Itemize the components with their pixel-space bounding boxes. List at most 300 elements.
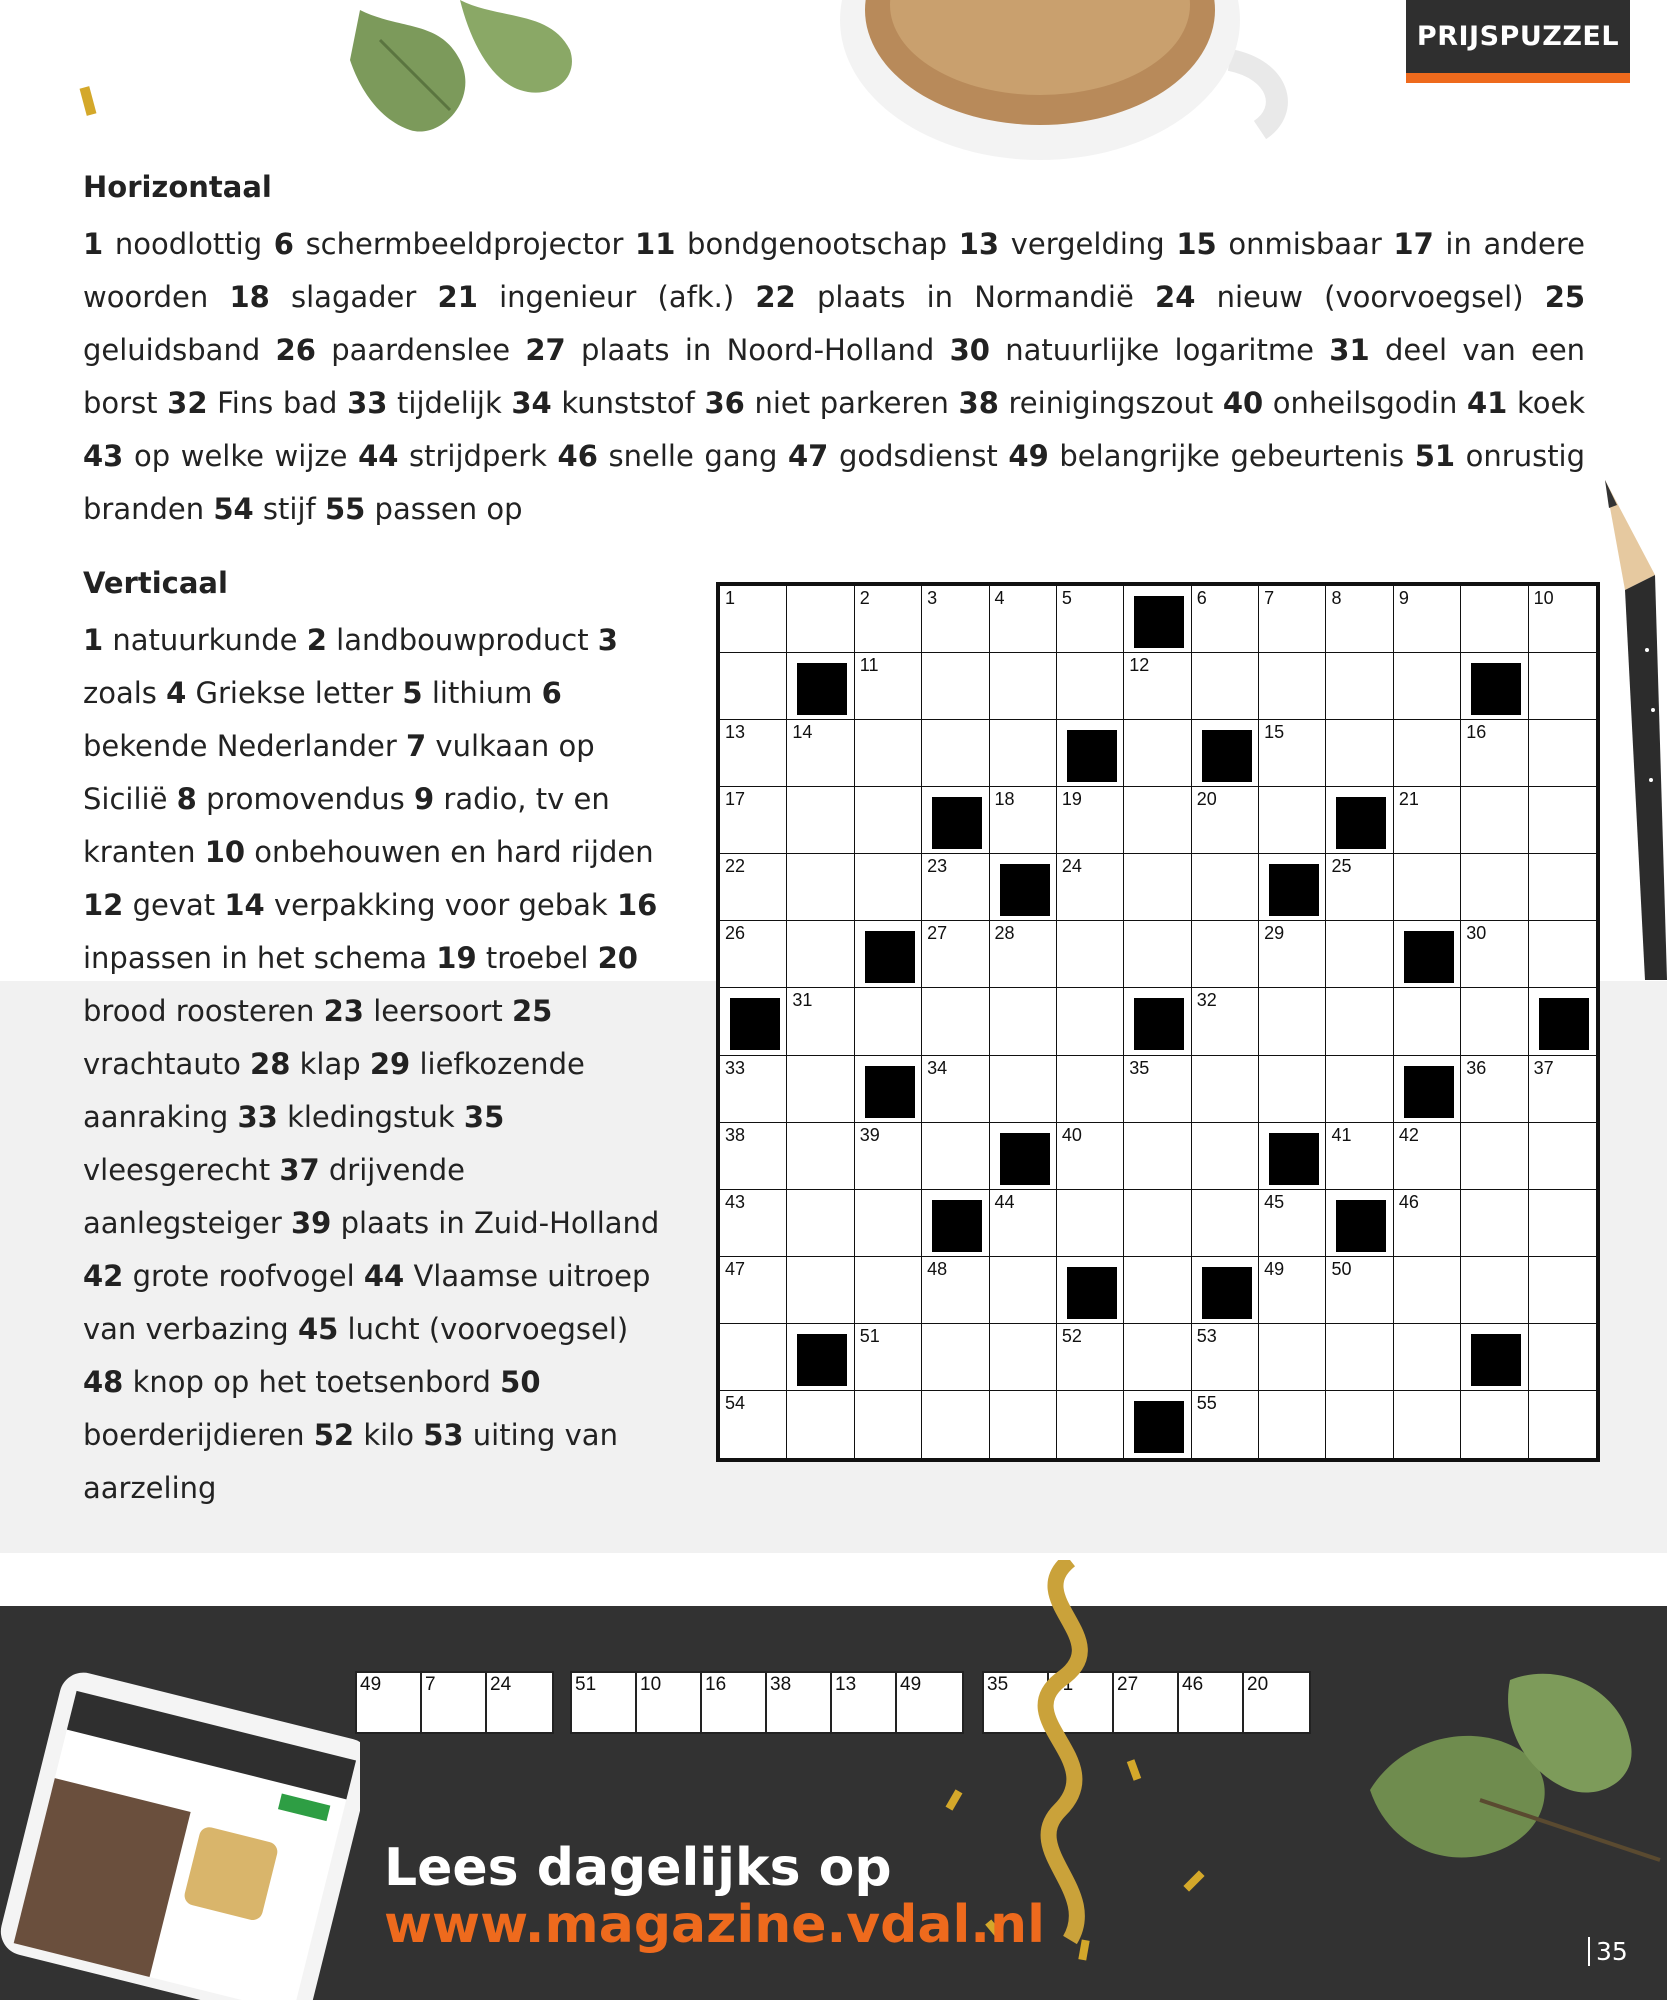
grid-cell[interactable] <box>1529 1257 1596 1324</box>
cell-number: 4 <box>994 588 1005 608</box>
clue-text: stijf <box>262 492 316 526</box>
black-square <box>1000 1133 1050 1185</box>
grid-cell[interactable] <box>1394 653 1461 720</box>
solution-box[interactable] <box>487 1673 552 1732</box>
cell-number: 24 <box>1061 856 1082 877</box>
solution-box-number: 49 <box>900 1674 922 1695</box>
clue-text: lucht (voorvoegsel) <box>347 1312 629 1346</box>
solution-box-number: 31 <box>1052 1674 1074 1695</box>
grid-cell[interactable] <box>1326 720 1393 787</box>
grid-cell[interactable] <box>1529 1190 1596 1257</box>
grid-cell[interactable] <box>990 1056 1057 1123</box>
solution-box[interactable] <box>702 1673 767 1732</box>
grid-cell[interactable] <box>1192 988 1259 1055</box>
grid-cell[interactable] <box>1326 586 1393 653</box>
grid-cell[interactable] <box>1124 1190 1191 1257</box>
grid-cell[interactable] <box>1057 586 1124 653</box>
cell-number: 33 <box>725 1057 746 1078</box>
clue-text: onbehouwen en hard rijden <box>254 835 654 869</box>
confetti-icon <box>930 1750 1230 2000</box>
grid-cell[interactable] <box>1529 921 1596 988</box>
clue-text: boerderijdieren <box>83 1418 305 1452</box>
grid-cell[interactable] <box>1124 720 1191 787</box>
clue-number: 52 <box>313 1418 355 1452</box>
grid-cell[interactable] <box>787 854 854 921</box>
clue-text: lithium <box>431 676 533 710</box>
grid-cell[interactable] <box>787 787 854 854</box>
grid-cell[interactable] <box>1259 1324 1326 1391</box>
clue-number: 33 <box>237 1100 278 1134</box>
grid-cell[interactable] <box>1461 787 1528 854</box>
grid-cell[interactable] <box>720 720 787 787</box>
black-cell <box>1529 988 1596 1055</box>
grid-cell[interactable] <box>1124 1257 1191 1324</box>
black-square <box>1067 730 1117 782</box>
solution-box-number: 16 <box>705 1674 727 1695</box>
black-cell <box>1124 988 1191 1055</box>
grid-cell[interactable] <box>1259 586 1326 653</box>
solution-box[interactable] <box>832 1673 897 1732</box>
grid-cell[interactable] <box>1529 854 1596 921</box>
clue-text: troebel <box>485 941 589 975</box>
cell-number: 38 <box>725 1124 746 1145</box>
grid-cell[interactable] <box>1394 988 1461 1055</box>
grid-cell[interactable] <box>1326 1123 1393 1190</box>
grid-cell[interactable] <box>1461 1257 1528 1324</box>
solution-box-number: 46 <box>1182 1674 1204 1695</box>
cell-number: 37 <box>1533 1057 1554 1078</box>
grid-cell[interactable] <box>1259 921 1326 988</box>
grid-cell[interactable] <box>922 720 989 787</box>
clue-number: 6 <box>273 227 294 261</box>
clue-text: paardenslee <box>331 333 511 367</box>
grid-cell[interactable] <box>1394 1123 1461 1190</box>
grid-cell[interactable] <box>922 1391 989 1458</box>
clue-text: natuurkunde <box>112 623 298 657</box>
clue-number: 21 <box>437 280 478 314</box>
black-cell <box>1326 1190 1393 1257</box>
grid-cell[interactable] <box>720 586 787 653</box>
pencil-image <box>1595 480 1667 980</box>
grid-cell[interactable] <box>922 854 989 921</box>
grid-cell[interactable] <box>1192 921 1259 988</box>
coffee-cup-image <box>840 0 1320 170</box>
grid-cell[interactable] <box>1529 720 1596 787</box>
grid-cell[interactable] <box>1057 1391 1124 1458</box>
solution-box-number: 49 <box>360 1674 382 1695</box>
black-cell <box>855 921 922 988</box>
grid-cell[interactable] <box>787 1190 854 1257</box>
black-cell <box>1259 854 1326 921</box>
solution-box[interactable] <box>897 1673 962 1732</box>
clue-number: 5 <box>402 676 423 710</box>
grid-cell[interactable] <box>720 1391 787 1458</box>
cell-number: 2 <box>859 588 870 608</box>
grid-cell[interactable] <box>720 1190 787 1257</box>
cell-number: 27 <box>927 923 948 944</box>
grid-cell[interactable] <box>1259 1056 1326 1123</box>
grid-cell[interactable] <box>1394 1391 1461 1458</box>
clue-number: 29 <box>369 1047 411 1081</box>
cell-number: 15 <box>1264 722 1285 743</box>
clue-text: vleesgerecht <box>83 1153 271 1187</box>
grid-cell[interactable] <box>1461 1123 1528 1190</box>
grid-cell[interactable] <box>1326 653 1393 720</box>
cell-number: 53 <box>1196 1325 1217 1346</box>
grid-cell[interactable] <box>787 586 854 653</box>
grid-cell[interactable] <box>855 720 922 787</box>
clue-text: Vlaamse uitroep van verbazing <box>83 1259 651 1346</box>
grid-cell[interactable] <box>1326 988 1393 1055</box>
grid-cell[interactable] <box>1259 653 1326 720</box>
solution-box[interactable] <box>422 1673 487 1732</box>
grid-cell[interactable] <box>1124 1324 1191 1391</box>
grid-cell[interactable] <box>922 1056 989 1123</box>
grid-cell[interactable] <box>1192 1056 1259 1123</box>
cell-number: 29 <box>1264 923 1285 944</box>
clue-text: vulkaan op Sicilië <box>83 729 595 816</box>
grid-cell[interactable] <box>1124 1056 1191 1123</box>
grid-cell[interactable] <box>1192 1123 1259 1190</box>
grid-cell[interactable] <box>855 1257 922 1324</box>
black-cell <box>1394 921 1461 988</box>
black-square <box>932 1200 982 1252</box>
grid-cell[interactable] <box>1529 653 1596 720</box>
clue-number: 15 <box>1176 227 1217 261</box>
black-cell <box>1057 720 1124 787</box>
clue-text: strijdperk <box>409 439 547 473</box>
grid-cell[interactable] <box>1394 854 1461 921</box>
cell-number: 46 <box>1398 1191 1419 1212</box>
grid-cell[interactable] <box>720 1324 787 1391</box>
grid-cell[interactable] <box>1394 1190 1461 1257</box>
clue-text: inpassen in het schema <box>83 941 428 975</box>
grid-cell[interactable] <box>990 1324 1057 1391</box>
grid-cell[interactable] <box>1529 586 1596 653</box>
grid-cell[interactable] <box>1461 1391 1528 1458</box>
grid-cell[interactable] <box>1057 1123 1124 1190</box>
grid-cell[interactable] <box>787 1056 854 1123</box>
clue-text: geluidsband <box>83 333 261 367</box>
black-cell <box>720 988 787 1055</box>
grid-cell[interactable] <box>1192 787 1259 854</box>
grid-cell[interactable] <box>855 653 922 720</box>
cell-number: 14 <box>792 722 813 743</box>
clue-number: 1 <box>83 623 104 657</box>
verticaal-clues <box>83 614 668 1515</box>
grid-cell[interactable] <box>922 1123 989 1190</box>
grid-cell[interactable] <box>990 988 1057 1055</box>
grid-cell[interactable] <box>1461 921 1528 988</box>
cell-number: 1 <box>725 588 736 608</box>
grid-cell[interactable] <box>1259 720 1326 787</box>
grid-cell[interactable] <box>1124 1123 1191 1190</box>
grid-cell[interactable] <box>1326 1391 1393 1458</box>
grid-cell[interactable] <box>1057 1324 1124 1391</box>
grid-cell[interactable] <box>787 1257 854 1324</box>
black-cell <box>922 787 989 854</box>
clue-number: 23 <box>323 994 364 1028</box>
grid-cell[interactable] <box>990 586 1057 653</box>
grid-cell[interactable] <box>990 653 1057 720</box>
clue-text: ingenieur (afk.) <box>499 280 735 314</box>
grid-cell[interactable] <box>990 720 1057 787</box>
clue-number: 27 <box>525 333 566 367</box>
clue-text: bekende Nederlander <box>83 729 397 763</box>
black-cell <box>855 1056 922 1123</box>
clue-number: 19 <box>436 941 477 975</box>
clue-number: 24 <box>1155 280 1196 314</box>
grid-cell[interactable] <box>1124 921 1191 988</box>
grid-cell[interactable] <box>720 1257 787 1324</box>
grid-cell[interactable] <box>922 1257 989 1324</box>
oak-leaves-top-image <box>320 0 620 150</box>
grid-cell[interactable] <box>787 988 854 1055</box>
cell-number: 11 <box>859 655 879 676</box>
grid-cell[interactable] <box>1461 1056 1528 1123</box>
grid-cell[interactable] <box>787 921 854 988</box>
grid-cell[interactable] <box>1394 1257 1461 1324</box>
solution-box-number: 51 <box>575 1674 597 1695</box>
black-square <box>1202 730 1252 782</box>
cell-number: 32 <box>1196 990 1217 1011</box>
clue-number: 46 <box>557 439 598 473</box>
clue-number: 51 <box>1414 439 1456 473</box>
cell-number: 42 <box>1398 1124 1419 1145</box>
clue-number: 30 <box>949 333 990 367</box>
cell-number: 40 <box>1061 1124 1082 1145</box>
grid-cell[interactable] <box>1057 988 1124 1055</box>
grid-cell[interactable] <box>922 921 989 988</box>
black-square <box>797 1334 847 1386</box>
black-square <box>865 1066 915 1118</box>
grid-cell[interactable] <box>1529 1123 1596 1190</box>
grid-cell[interactable] <box>855 1190 922 1257</box>
grid-cell[interactable] <box>1259 787 1326 854</box>
grid-cell[interactable] <box>787 1391 854 1458</box>
grid-cell[interactable] <box>720 854 787 921</box>
grid-cell[interactable] <box>1057 1190 1124 1257</box>
black-square <box>1539 998 1589 1050</box>
grid-cell[interactable] <box>1461 988 1528 1055</box>
grid-cell[interactable] <box>1394 586 1461 653</box>
grid-cell[interactable] <box>1192 1190 1259 1257</box>
black-square <box>1134 596 1184 648</box>
black-square <box>1000 864 1050 916</box>
clue-text: knop op het toetsenbord <box>132 1365 491 1399</box>
clue-number: 6 <box>541 676 562 710</box>
grid-cell[interactable] <box>1461 586 1528 653</box>
grid-cell[interactable] <box>1461 1190 1528 1257</box>
grid-cell[interactable] <box>1326 1056 1393 1123</box>
clue-text: plaats in Zuid-Holland <box>340 1206 660 1240</box>
solution-box[interactable] <box>1244 1673 1309 1732</box>
clue-number: 17 <box>1393 227 1434 261</box>
grid-cell[interactable] <box>1192 586 1259 653</box>
clue-text: verpakking voor gebak <box>273 888 608 922</box>
grid-cell[interactable] <box>720 1123 787 1190</box>
clue-number: 14 <box>224 888 265 922</box>
grid-cell[interactable] <box>1057 921 1124 988</box>
solution-box[interactable] <box>357 1673 422 1732</box>
clue-number: 9 <box>414 782 435 816</box>
cell-number: 5 <box>1061 588 1072 608</box>
grid-cell[interactable] <box>990 1190 1057 1257</box>
grid-cell[interactable] <box>1192 1324 1259 1391</box>
grid-cell[interactable] <box>1124 854 1191 921</box>
black-square <box>1134 1401 1184 1453</box>
solution-box[interactable] <box>1179 1673 1244 1732</box>
grid-cell[interactable] <box>1259 988 1326 1055</box>
grid-cell[interactable] <box>720 653 787 720</box>
section-tag: PRIJSPUZZEL <box>1406 0 1630 83</box>
cell-number: 31 <box>792 990 813 1011</box>
clue-text: klap <box>299 1047 361 1081</box>
solution-box-number: 38 <box>770 1674 792 1695</box>
black-cell <box>1192 720 1259 787</box>
grid-cell[interactable] <box>990 787 1057 854</box>
tablet-mockup-image <box>0 1660 360 2000</box>
grid-cell[interactable] <box>990 1257 1057 1324</box>
black-square <box>1336 797 1386 849</box>
clue-text: koek <box>1516 386 1586 420</box>
black-cell <box>1394 1056 1461 1123</box>
clue-text: plaats in Normandië <box>816 280 1134 314</box>
promo-url-link[interactable]: www.magazine.vdal.nl <box>384 1895 1045 1955</box>
grid-cell[interactable] <box>720 1056 787 1123</box>
cell-number: 19 <box>1061 789 1082 810</box>
black-square <box>1202 1267 1252 1319</box>
solution-box[interactable] <box>572 1673 637 1732</box>
black-cell <box>1461 653 1528 720</box>
cell-number: 48 <box>927 1258 948 1279</box>
grid-cell[interactable] <box>1529 1391 1596 1458</box>
verticaal-heading: Verticaal <box>83 566 228 600</box>
grid-cell[interactable] <box>1461 854 1528 921</box>
grid-cell[interactable] <box>1529 787 1596 854</box>
grid-cell[interactable] <box>787 720 854 787</box>
black-square <box>1404 1066 1454 1118</box>
clue-number: 4 <box>166 676 187 710</box>
clue-number: 11 <box>635 227 676 261</box>
grid-cell[interactable] <box>1259 1190 1326 1257</box>
clue-number: 45 <box>297 1312 339 1346</box>
grid-cell[interactable] <box>1461 720 1528 787</box>
black-cell <box>787 653 854 720</box>
grid-cell[interactable] <box>1529 1056 1596 1123</box>
grid-cell[interactable] <box>922 653 989 720</box>
clue-text: brood roosteren <box>83 994 315 1028</box>
clue-number: 25 <box>511 994 553 1028</box>
grid-cell[interactable] <box>1057 653 1124 720</box>
grid-cell[interactable] <box>990 1391 1057 1458</box>
clue-number: 12 <box>83 888 124 922</box>
grid-cell[interactable] <box>855 1324 922 1391</box>
grid-cell[interactable] <box>1326 1324 1393 1391</box>
grid-cell[interactable] <box>1259 1391 1326 1458</box>
grid-cell[interactable] <box>1326 1257 1393 1324</box>
black-cell <box>922 1190 989 1257</box>
clue-text: kilo <box>363 1418 414 1452</box>
cell-number: 47 <box>725 1258 746 1279</box>
clue-number: 25 <box>1544 280 1586 314</box>
clue-number: 22 <box>755 280 796 314</box>
clue-text: bondgenootschap <box>687 227 948 261</box>
cell-number: 12 <box>1129 655 1150 676</box>
grid-cell[interactable] <box>855 988 922 1055</box>
grid-cell[interactable] <box>1057 787 1124 854</box>
grid-cell[interactable] <box>855 787 922 854</box>
grid-cell[interactable] <box>1394 720 1461 787</box>
black-square <box>1471 663 1521 715</box>
clue-number: 35 <box>463 1100 505 1134</box>
grid-cell[interactable] <box>855 854 922 921</box>
cell-number: 50 <box>1331 1258 1352 1279</box>
clue-number: 26 <box>275 333 316 367</box>
grid-cell[interactable] <box>1057 1056 1124 1123</box>
grid-cell[interactable] <box>1057 854 1124 921</box>
cell-number: 21 <box>1398 789 1419 810</box>
grid-cell[interactable] <box>855 1123 922 1190</box>
cell-number: 18 <box>994 789 1015 810</box>
clue-number: 47 <box>788 439 829 473</box>
clue-number: 18 <box>229 280 270 314</box>
grid-cell[interactable] <box>1192 854 1259 921</box>
black-cell <box>1259 1123 1326 1190</box>
grid-cell[interactable] <box>1394 787 1461 854</box>
clue-number: 55 <box>324 492 366 526</box>
grid-cell[interactable] <box>1192 1391 1259 1458</box>
grid-cell[interactable] <box>1326 921 1393 988</box>
clue-number: 44 <box>363 1259 405 1293</box>
page-number: 35 <box>1588 1937 1628 1966</box>
clue-text: nieuw (voorvoegsel) <box>1216 280 1524 314</box>
cell-number: 8 <box>1331 588 1342 608</box>
grid-cell[interactable] <box>720 787 787 854</box>
black-cell <box>1124 586 1191 653</box>
black-square <box>1269 864 1319 916</box>
grid-cell[interactable] <box>1326 854 1393 921</box>
grid-cell[interactable] <box>1124 787 1191 854</box>
grid-cell[interactable] <box>1124 653 1191 720</box>
oak-leaves-bottom-image <box>1360 1660 1667 1890</box>
grid-cell[interactable] <box>990 921 1057 988</box>
clue-number: 40 <box>1222 386 1264 420</box>
grid-cell[interactable] <box>1259 1257 1326 1324</box>
cell-number: 41 <box>1331 1124 1352 1145</box>
grid-cell[interactable] <box>720 921 787 988</box>
cell-number: 20 <box>1196 789 1217 810</box>
solution-box-number: 35 <box>987 1674 1009 1695</box>
grid-cell[interactable] <box>922 586 989 653</box>
clue-number: 50 <box>500 1365 541 1399</box>
grid-cell[interactable] <box>922 1324 989 1391</box>
solution-box[interactable] <box>637 1673 702 1732</box>
cell-number: 9 <box>1398 588 1409 608</box>
solution-word-2 <box>570 1671 964 1734</box>
cell-number: 17 <box>725 789 746 810</box>
solution-box[interactable] <box>767 1673 832 1732</box>
grid-cell[interactable] <box>855 1391 922 1458</box>
grid-cell[interactable] <box>922 988 989 1055</box>
grid-cell[interactable] <box>1192 653 1259 720</box>
grid-cell[interactable] <box>1529 1324 1596 1391</box>
grid-cell[interactable] <box>787 1123 854 1190</box>
cell-number: 23 <box>927 856 948 877</box>
grid-cell[interactable] <box>1394 1324 1461 1391</box>
clue-text: niet parkeren <box>754 386 949 420</box>
grid-cell[interactable] <box>855 586 922 653</box>
